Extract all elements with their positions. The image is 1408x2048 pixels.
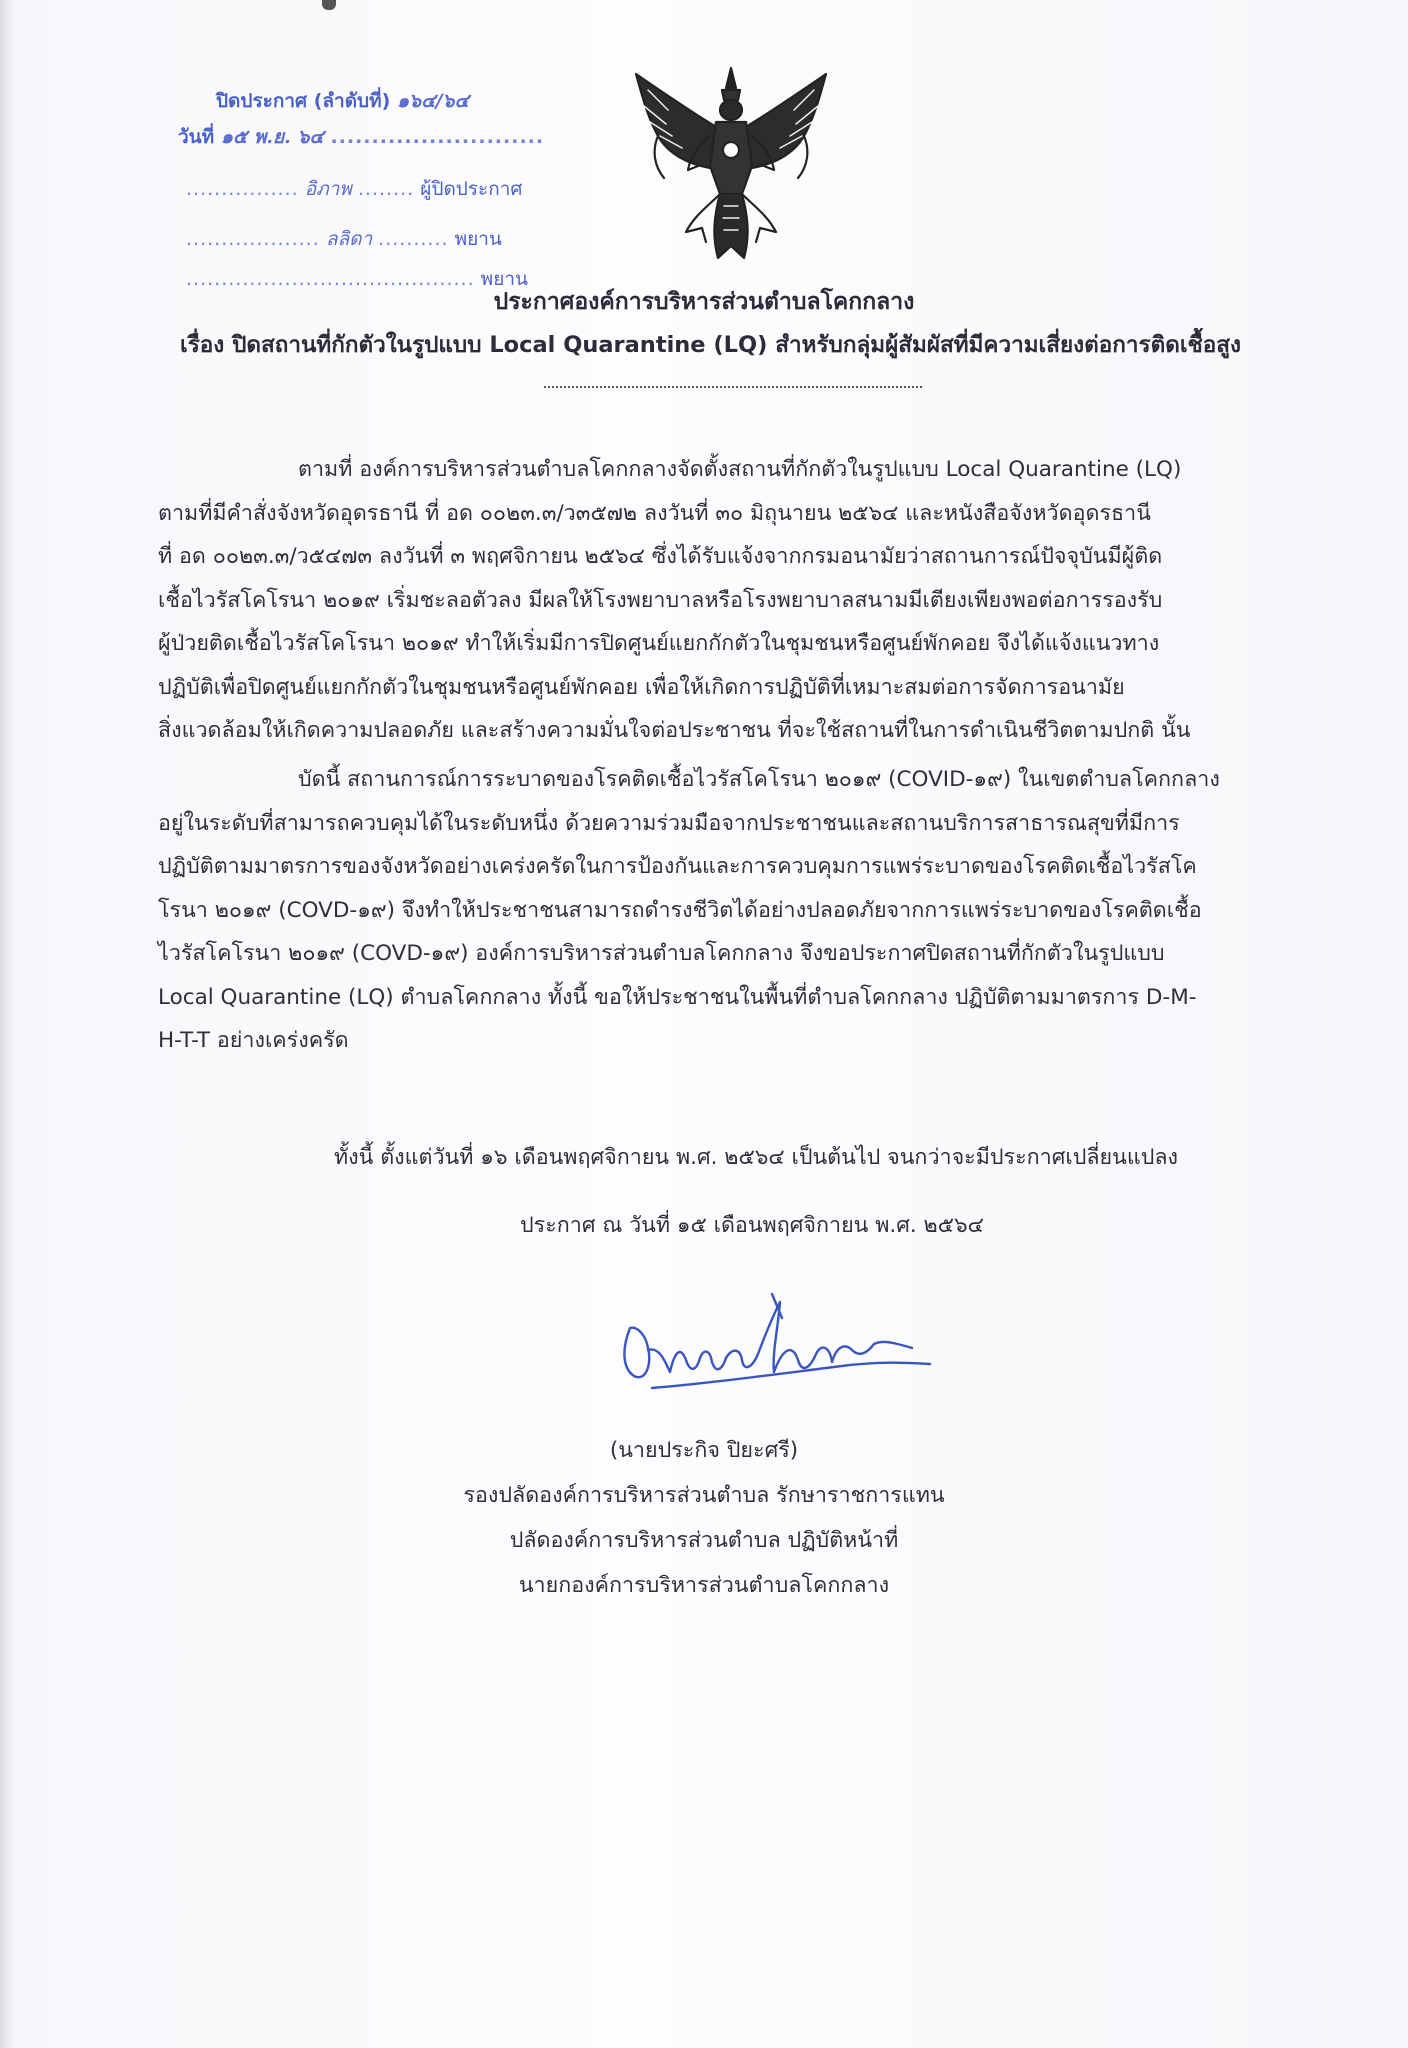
garuda-emblem-icon (628, 66, 834, 262)
paragraph-line: เชื้อไวรัสโคโรนา ๒๐๑๙ เริ่มชะลอตัวลง มีผลให้โรงพยาบาลหรือโรงพยาบาลสนามมีเตียงเพียงพอต่อการรองรับ (158, 587, 1163, 613)
stamp-dots: ......................................... (186, 268, 475, 290)
stamp-dots: ................... (186, 228, 320, 250)
body-paragraph-2 (158, 758, 1318, 1063)
document-title: ประกาศองค์การบริหารส่วนตำบลโคกกลาง (493, 289, 915, 315)
paragraph-line: ตามที่ องค์การบริหารส่วนตำบลโคกกลางจัดตั้งสถานที่กักตัวในรูปแบบ Local Quarantine (LQ) (298, 457, 1182, 482)
signatory-block (0, 1428, 1408, 1608)
signatory-position-line: ปลัดองค์การบริหารส่วนตำบล ปฏิบัติหน้าที่ (509, 1528, 899, 1553)
stamp-order (216, 86, 469, 116)
stamp-poster-label: ผู้ปิดประกาศ (420, 178, 523, 200)
paragraph-line: โรนา ๒๐๑๙ (COVD-๑๙) จึงทำให้ประชาชนสามารถดำรงชีวิตได้อย่างปลอดภัยจากการแพร่ระบาดของโรคติดเชื้อ (158, 897, 1202, 923)
title-divider (544, 386, 922, 388)
body-paragraph-1 (158, 448, 1318, 753)
posting-stamp (178, 78, 545, 298)
paragraph-line: บัดนี้ สถานการณ์การระบาดของโรคติดเชื้อไวรัสโคโรนา ๒๐๑๙ (COVID-๑๙) ในเขตตำบลโคกกลาง (298, 767, 1220, 792)
paragraph-line: ที่ อด ๐๐๒๓.๓/ว๕๔๗๓ ลงวันที่ ๓ พฤศจิกายน ๒๕๖๔ ซึ่งได้รับแจ้งจากกรมอนามัยว่าสถานการณ์ปัจจุบันมีผู้ติด (158, 544, 1163, 569)
stamp-date-value: ๑๕ พ.ย. ๖๔ (220, 126, 324, 148)
signatory-position-line: รองปลัดองค์การบริหารส่วนตำบล รักษาราชการแทน (463, 1483, 945, 1508)
paragraph-line: ปฏิบัติเพื่อปิดศูนย์แยกกักตัวในชุมชนหรือศูนย์พักคอย เพื่อให้เกิดการปฏิบัติที่เหมาะสมต่อการจัดการอนามัย (158, 674, 1125, 700)
document-subject: เรื่อง ปิดสถานที่กักตัวในรูปแบบ Local Quarantine (LQ) สำหรับกลุ่มผู้สัมผัสที่มีความเสี่ยงต่อการติดเชื้อสูง (180, 332, 1242, 358)
signature-mark (612, 1288, 942, 1408)
signatory-name: (นายประกิจ ปิยะศรี) (609, 1438, 799, 1463)
stamp-witness-1-name: ลลิดา (325, 228, 373, 250)
announcement-date-text: ประกาศ ณ วันที่ ๑๕ เดือนพฤศจิกายน พ.ศ. ๒๕๖๔ (520, 1213, 984, 1238)
stamp-witness-1-label: พยาน (454, 228, 502, 250)
stamp-date (178, 122, 544, 152)
paragraph-line: H-T-T อย่างเคร่งครัด (158, 1028, 349, 1053)
paragraph-line: ไวรัสโคโรนา ๒๐๑๙ (COVD-๑๙) องค์การบริหารส่วนตำบลโคกกลาง จึงขอประกาศปิดสถานที่กักตัวในรูปแบบ (158, 941, 1165, 966)
stamp-date-label: วันที่ (178, 126, 215, 148)
effective-date-text: ทั้งนี้ ตั้งแต่วันที่ ๑๖ เดือนพฤศจิกายน พ.ศ. ๒๕๖๔ เป็นต้นไป จนกว่าจะมีประกาศเปลี่ยนแปลง (334, 1145, 1179, 1170)
stamp-poster (186, 174, 523, 204)
stamp-dots: .......................... (330, 126, 545, 148)
paragraph-line: ตามที่มีคำสั่งจังหวัดอุดรธานี ที่ อด ๐๐๒๓.๓/ว๓๕๗๒ ลงวันที่ ๓๐ มิถุนายน ๒๕๖๔ และหนังสือจังหวัดอุดรธานี (158, 500, 1151, 526)
stamp-poster-name: อิภาพ (304, 178, 352, 200)
paragraph-line: สิ่งแวดล้อมให้เกิดความปลอดภัย และสร้างความมั่นใจต่อประชาชน ที่จะใช้สถานที่ในการดำเนินชีวิตตามปกติ นั้น (158, 718, 1191, 743)
stamp-header-label: ปิดประกาศ (ลำดับที่) (216, 90, 391, 112)
stamp-witness-2-label: พยาน (480, 268, 528, 290)
paragraph-line: Local Quarantine (LQ) ตำบลโคกกลาง ทั้งนี้ ขอให้ประชาชนในพื้นที่ตำบลโคกกลาง ปฏิบัติตามมาตรการ D-M- (158, 984, 1197, 1010)
paragraph-line: ปฏิบัติตามมาตรการของจังหวัดอย่างเคร่งครัดในการป้องกันและการควบคุมการแพร่ระบาดของโรคติดเชื้อไวรัสโค (158, 854, 1197, 879)
signatory-position-line: นายกองค์การบริหารส่วนตำบลโคกกลาง (518, 1573, 890, 1598)
paragraph-line: อยู่ในระดับที่สามารถควบคุมได้ในระดับหนึ่ง ด้วยความร่วมมือจากประชาชนและสถานบริการสาธารณสุขที่มีการ (158, 810, 1180, 836)
stamp-dots: ................ (186, 178, 299, 200)
stamp-dots: .......... (378, 228, 449, 250)
stamp-witness-1 (186, 224, 502, 254)
stamp-order-number: ๑๖๔/๖๔ (396, 90, 469, 112)
binder-clip (322, 0, 336, 10)
stamp-dots: ........ (357, 178, 415, 200)
paragraph-line: ผู้ป่วยติดเชื้อไวรัสโคโรนา ๒๐๑๙ ทำให้เริ่มมีการปิดศูนย์แยกกักตัวในชุมชนหรือศูนย์พักคอย จึงได้แจ้งแนวทาง (158, 631, 1160, 656)
